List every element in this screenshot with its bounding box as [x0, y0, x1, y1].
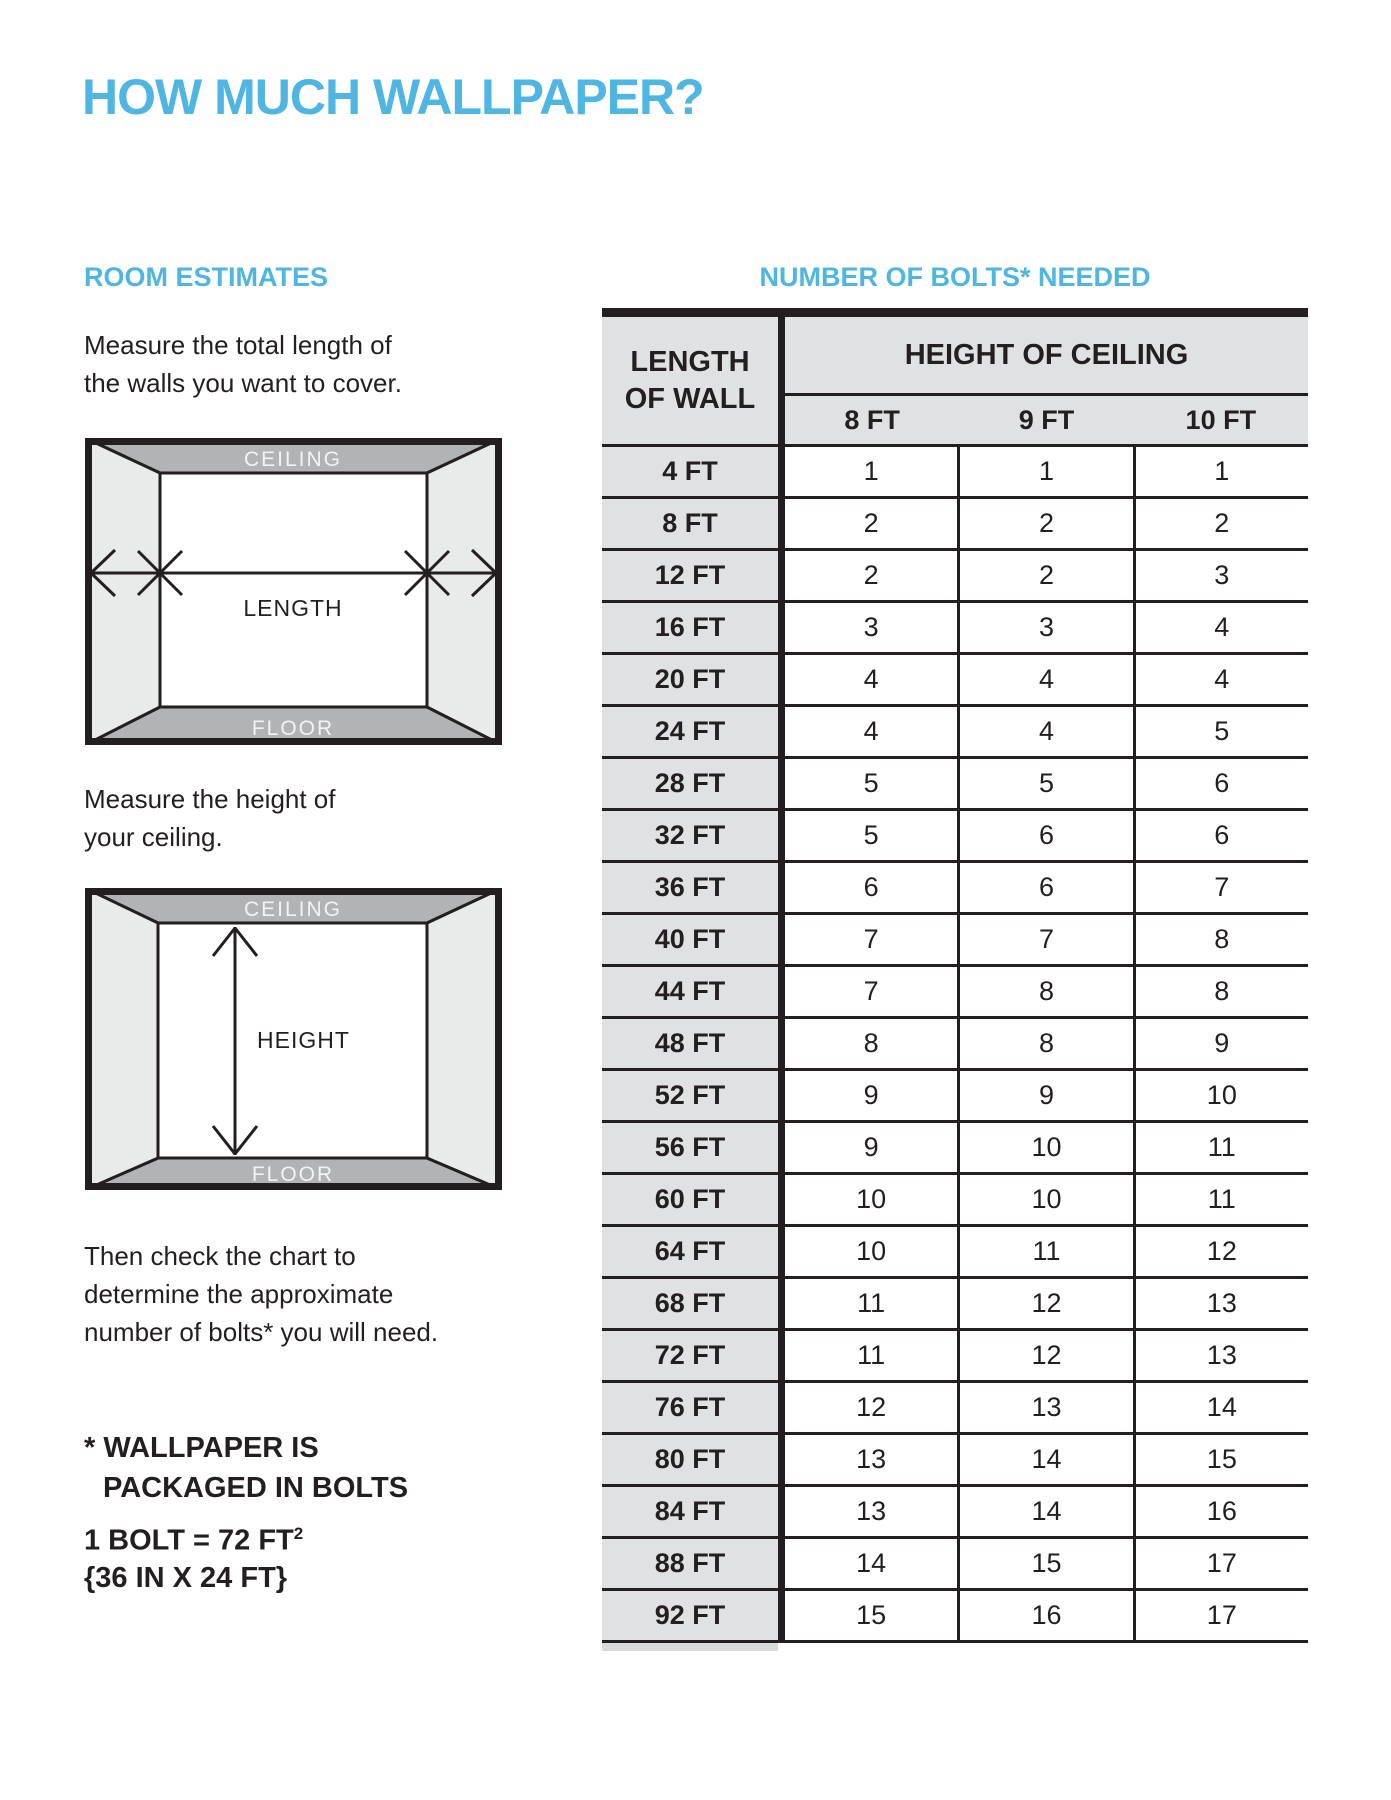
ceiling-label: CEILING	[243, 448, 343, 471]
column-divider	[778, 759, 785, 808]
room-estimates-heading: ROOM ESTIMATES	[84, 262, 329, 292]
ceiling-height-subheader-row	[785, 396, 1308, 444]
table-row	[602, 811, 1308, 863]
column-divider	[778, 317, 785, 444]
bolt-count-cell: 15	[856, 1600, 887, 1630]
bolt-count-cell: 14	[957, 1487, 1132, 1536]
instruction-line: the walls you want to cover.	[84, 368, 402, 398]
floor-label: FLOOR	[251, 1163, 335, 1186]
bolt-count-cell: 4	[1133, 603, 1308, 652]
bolt-count-cell: 1	[1133, 447, 1308, 496]
bolt-count-cell: 11	[957, 1227, 1132, 1276]
bolt-count-cell: 6	[1133, 811, 1308, 860]
table-row	[602, 1331, 1308, 1383]
page-title: HOW MUCH WALLPAPER?	[82, 69, 704, 125]
bolt-count-cell: 15	[1133, 1435, 1308, 1484]
wall-length-label: 32 FT	[602, 811, 778, 860]
instruction-line: Measure the height of	[84, 784, 336, 814]
table-row	[602, 1539, 1308, 1591]
instruction-line: Measure the total length of	[84, 330, 392, 360]
bolt-count-cell: 2	[1133, 499, 1308, 548]
bolt-count-cell: 4	[863, 716, 879, 746]
bolt-count-cell: 4	[1133, 655, 1308, 704]
wall-length-label: 60 FT	[602, 1175, 778, 1224]
bolt-count-cell: 5	[863, 820, 879, 850]
bolt-count-cell: 15	[957, 1539, 1132, 1588]
wall-length-label: 36 FT	[602, 863, 778, 912]
table-row	[602, 655, 1308, 707]
bolt-count-cell: 5	[1133, 707, 1308, 756]
length-of-wall-line2: OF WALL	[624, 382, 756, 415]
bolt-count-cell: 11	[1133, 1175, 1308, 1224]
wall-length-label: 84 FT	[602, 1487, 778, 1536]
length-of-wall-header	[602, 317, 778, 444]
table-row	[602, 499, 1308, 551]
column-divider	[778, 1175, 785, 1224]
bolt-count-cell: 2	[863, 560, 879, 590]
instruction-line: Then check the chart to	[84, 1241, 356, 1271]
column-divider	[778, 1227, 785, 1276]
table-row	[602, 967, 1308, 1019]
column-divider	[778, 1487, 785, 1536]
right-wall	[427, 888, 502, 1190]
bolt-count-cell: 12	[957, 1331, 1132, 1380]
column-header-8ft: 8 FT	[844, 404, 900, 435]
bolt-count-cell: 14	[856, 1548, 887, 1578]
room-length-diagram	[85, 438, 502, 745]
column-divider	[778, 967, 785, 1016]
column-header-9ft: 9 FT	[1018, 404, 1075, 435]
instruction-line: determine the approximate	[84, 1279, 394, 1309]
bolt-count-cell: 8	[957, 1019, 1132, 1068]
wall-length-label: 68 FT	[602, 1279, 778, 1328]
table-row	[602, 1487, 1308, 1539]
column-divider	[778, 551, 785, 600]
wall-length-label: 20 FT	[602, 655, 778, 704]
back-wall	[160, 473, 427, 707]
bolt-count-cell: 12	[856, 1392, 887, 1422]
wall-length-label: 4 FT	[602, 447, 778, 496]
wall-length-label: 40 FT	[602, 915, 778, 964]
table-row	[602, 1227, 1308, 1279]
wall-length-label: 8 FT	[602, 499, 778, 548]
column-header-10ft: 10 FT	[1185, 404, 1257, 435]
table-foot-strip	[602, 1643, 778, 1651]
bolt-equation	[84, 1524, 303, 1558]
column-divider	[778, 863, 785, 912]
wall-length-label: 52 FT	[602, 1071, 778, 1120]
bolt-count-cell: 7	[1133, 863, 1308, 912]
bolt-count-cell: 14	[957, 1435, 1132, 1484]
bolts-table	[602, 308, 1308, 1651]
table-top-bar	[602, 308, 1308, 317]
bolts-needed-heading: NUMBER OF BOLTS* NEEDED	[759, 262, 1151, 292]
instruction-line: number of bolts* you will need.	[84, 1317, 439, 1347]
bolt-count-cell: 13	[957, 1383, 1132, 1432]
left-wall	[85, 888, 158, 1190]
column-divider	[778, 1071, 785, 1120]
bolt-count-cell: 3	[957, 603, 1132, 652]
bolt-count-cell: 13	[1133, 1331, 1308, 1380]
column-divider	[778, 1539, 785, 1588]
column-divider	[778, 1279, 785, 1328]
bolt-count-cell: 5	[957, 759, 1132, 808]
bolt-count-cell: 4	[863, 664, 879, 694]
bolt-count-cell: 7	[863, 924, 879, 954]
table-row	[602, 1279, 1308, 1331]
bolt-count-cell: 6	[957, 811, 1132, 860]
bolt-count-cell: 13	[856, 1444, 887, 1474]
ceiling-label: CEILING	[243, 898, 343, 921]
wall-length-label: 64 FT	[602, 1227, 778, 1276]
bolt-count-cell: 10	[856, 1236, 887, 1266]
bolt-count-cell: 17	[1133, 1539, 1308, 1588]
bolt-count-cell: 13	[856, 1496, 887, 1526]
table-row	[602, 759, 1308, 811]
column-divider	[778, 811, 785, 860]
bolt-count-cell: 17	[1133, 1591, 1308, 1640]
column-divider	[778, 1019, 785, 1068]
bolt-count-cell: 4	[957, 707, 1132, 756]
table-body	[602, 447, 1308, 1643]
wall-length-label: 16 FT	[602, 603, 778, 652]
wall-length-label: 92 FT	[602, 1591, 778, 1640]
bolt-count-cell: 10	[1133, 1071, 1308, 1120]
bolt-count-cell: 5	[863, 768, 879, 798]
table-row	[602, 915, 1308, 967]
column-divider	[778, 707, 785, 756]
bolt-count-cell: 8	[1133, 967, 1308, 1016]
bolt-count-cell: 10	[957, 1175, 1132, 1224]
bolt-count-cell: 2	[957, 551, 1132, 600]
bolt-count-cell: 1	[863, 456, 879, 486]
wall-length-label: 48 FT	[602, 1019, 778, 1068]
bolt-equation-superscript: 2	[293, 1524, 304, 1543]
bolt-count-cell: 11	[857, 1288, 886, 1318]
table-row	[602, 863, 1308, 915]
bolt-count-cell: 3	[863, 612, 879, 642]
instruction-measure-length	[84, 326, 402, 402]
bolt-count-cell: 2	[863, 508, 879, 538]
bolt-count-cell: 10	[957, 1123, 1132, 1172]
wall-length-label: 88 FT	[602, 1539, 778, 1588]
table-row	[602, 1019, 1308, 1071]
bolt-dimensions: {36 IN X 24 FT}	[84, 1562, 288, 1594]
footnote-wallpaper-line2: PACKAGED IN BOLTS	[103, 1472, 409, 1504]
wall-length-label: 28 FT	[602, 759, 778, 808]
floor-label: FLOOR	[251, 717, 335, 740]
wall-length-label: 80 FT	[602, 1435, 778, 1484]
bolt-count-cell: 2	[957, 499, 1132, 548]
table-row	[602, 1383, 1308, 1435]
bolt-count-cell: 7	[863, 976, 879, 1006]
wall-length-label: 12 FT	[602, 551, 778, 600]
bolt-count-cell: 4	[957, 655, 1132, 704]
bolt-count-cell: 9	[957, 1071, 1132, 1120]
instruction-line: your ceiling.	[84, 822, 223, 852]
length-of-wall-line1: LENGTH	[630, 345, 750, 378]
wall-length-label: 24 FT	[602, 707, 778, 756]
bolt-count-cell: 12	[957, 1279, 1132, 1328]
wall-length-label: 56 FT	[602, 1123, 778, 1172]
footnote-wallpaper-line1: * WALLPAPER IS	[84, 1432, 319, 1464]
right-wall	[427, 438, 502, 745]
table-row	[602, 603, 1308, 655]
column-divider	[778, 603, 785, 652]
wall-length-label: 44 FT	[602, 967, 778, 1016]
column-divider	[778, 1591, 785, 1640]
column-divider	[778, 1435, 785, 1484]
bolt-count-cell: 11	[857, 1340, 886, 1370]
wall-length-label: 76 FT	[602, 1383, 778, 1432]
bolt-count-cell: 8	[863, 1028, 879, 1058]
bolt-count-cell: 8	[957, 967, 1132, 1016]
table-row	[602, 1071, 1308, 1123]
height-of-ceiling-header: HEIGHT OF CEILING	[904, 338, 1189, 371]
bolt-count-cell: 11	[1133, 1123, 1308, 1172]
instruction-measure-height	[84, 780, 336, 856]
column-divider	[778, 447, 785, 496]
table-row	[602, 1435, 1308, 1487]
bolt-count-cell: 13	[1133, 1279, 1308, 1328]
table-row	[602, 1123, 1308, 1175]
bolt-count-cell: 7	[957, 915, 1132, 964]
bolt-count-cell: 6	[863, 872, 879, 902]
bolt-count-cell: 16	[1133, 1487, 1308, 1536]
bolt-count-cell: 9	[863, 1080, 879, 1110]
bolt-count-cell: 8	[1133, 915, 1308, 964]
bolt-count-cell: 12	[1133, 1227, 1308, 1276]
table-header	[602, 317, 1308, 447]
bolt-count-cell: 14	[1133, 1383, 1308, 1432]
bolt-count-cell: 6	[957, 863, 1132, 912]
wall-length-label: 72 FT	[602, 1331, 778, 1380]
height-of-ceiling-header-group	[785, 317, 1308, 444]
bolt-count-cell: 16	[957, 1591, 1132, 1640]
bolt-count-cell: 9	[863, 1132, 879, 1162]
column-divider	[778, 1383, 785, 1432]
table-row	[602, 1591, 1308, 1643]
bolt-count-cell: 1	[957, 447, 1132, 496]
table-row	[602, 447, 1308, 499]
bolt-count-cell: 10	[856, 1184, 887, 1214]
column-divider	[778, 1123, 785, 1172]
bolt-count-cell: 9	[1133, 1019, 1308, 1068]
left-wall	[85, 438, 160, 745]
length-label: LENGTH	[243, 595, 343, 621]
column-divider	[778, 499, 785, 548]
room-height-diagram	[85, 888, 502, 1190]
table-row	[602, 551, 1308, 603]
bolt-equation-text: 1 BOLT = 72 FT	[84, 1524, 294, 1557]
height-label: HEIGHT	[257, 1027, 350, 1053]
bolt-count-cell: 6	[1133, 759, 1308, 808]
table-row	[602, 707, 1308, 759]
table-row	[602, 1175, 1308, 1227]
bolt-count-cell: 3	[1133, 551, 1308, 600]
column-divider	[778, 655, 785, 704]
column-divider	[778, 1331, 785, 1380]
instruction-check-chart	[84, 1237, 438, 1351]
column-divider	[778, 915, 785, 964]
